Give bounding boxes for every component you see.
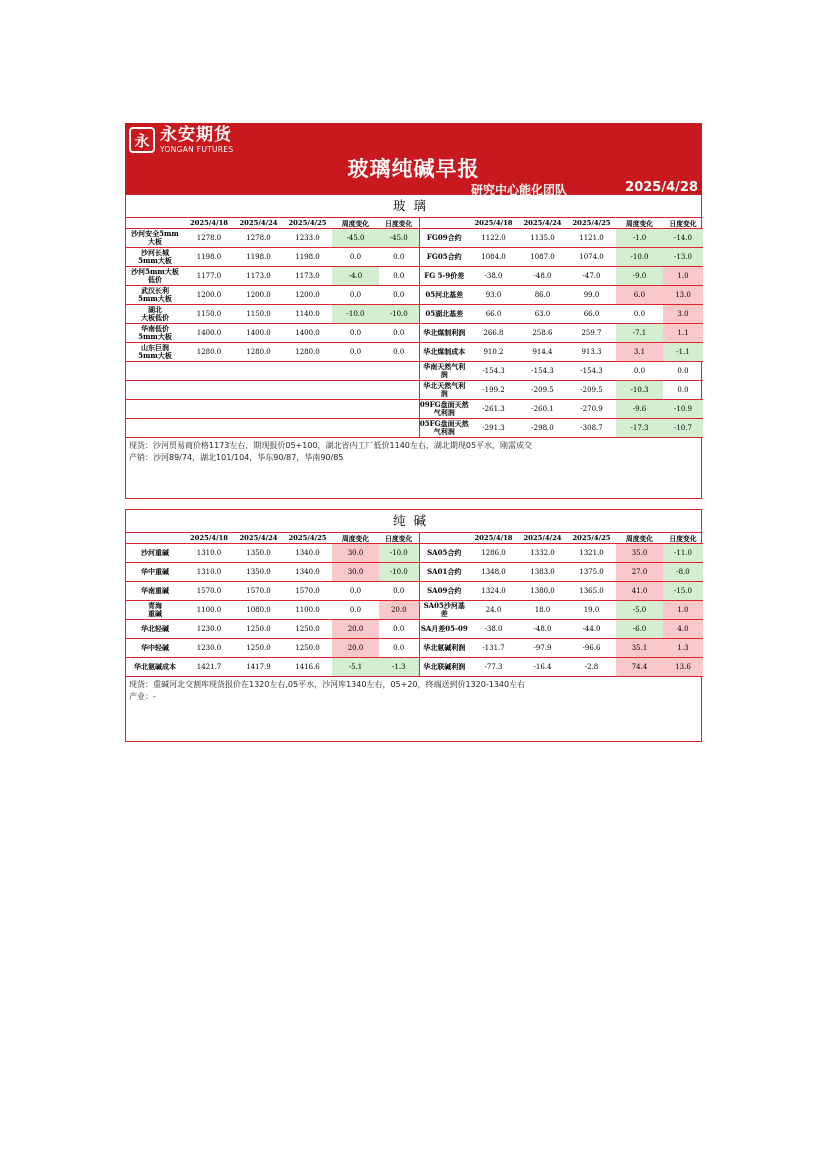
daily-change-cell: -10.0 [379,563,419,582]
column-header: 2025/4/24 [234,533,283,544]
price-cell: 1135.0 [518,229,567,248]
row-label: 05FG盘面天然 气利润 [419,418,469,436]
price-cell: -261.3 [469,400,518,419]
price-cell: 1570.0 [184,582,234,601]
column-header: 2025/4/18 [184,218,234,229]
price-cell: 1570.0 [234,582,283,601]
price-cell: 1198.0 [234,248,283,267]
price-cell: 1200.0 [184,286,234,305]
daily-change-cell: 1.0 [663,601,703,620]
price-cell: 86.0 [518,286,567,305]
price-cell: -291.3 [469,419,518,438]
column-header: 2025/4/24 [518,218,567,229]
report-title: 玻璃纯碱早报 [347,157,480,181]
price-cell: 1177.0 [184,267,234,286]
column-header: 日度变化 [663,218,703,229]
table-row [126,267,703,286]
price-cell: 66.0 [469,305,518,324]
row-label: 华中重碱 [126,563,184,582]
column-header: 周度变化 [332,533,379,544]
row-label: 华南重碱 [126,582,184,601]
column-header-row [126,218,703,229]
price-cell: 1321.0 [567,544,616,563]
empty-cell [126,381,419,400]
price-cell: 1365.0 [567,582,616,601]
price-cell: -96.6 [567,639,616,658]
price-cell: 1278.0 [184,229,234,248]
row-label: 青海 重碱 [126,601,184,620]
row-label: FG 5-9价差 [419,267,469,286]
glass-sales-note: 产销：沙河89/74，湖北101/104，华东90/87，华南90/85 [129,452,344,462]
price-cell: 1421.7 [184,658,234,677]
price-cell: 1278.0 [234,229,283,248]
soda-price-table [126,533,703,677]
soda-section [125,509,702,742]
row-label: 华北煤制成本 [419,343,469,362]
price-cell: 910.2 [469,343,518,362]
price-cell: 1348.0 [469,563,518,582]
price-cell: 18.0 [518,601,567,620]
price-cell: 913.3 [567,343,616,362]
table-row [126,324,703,343]
price-cell: 1340.0 [283,563,332,582]
daily-change-cell: -13.0 [663,248,703,267]
row-label: FG09合约 [419,229,469,248]
price-cell: 1074.0 [567,248,616,267]
price-cell: 93.0 [469,286,518,305]
header-blank-cell [126,533,184,544]
column-header: 日度变化 [379,218,419,229]
row-label: 华中轻碱 [126,639,184,658]
weekly-change-cell: 3.1 [616,343,663,362]
price-cell: -38.0 [469,620,518,639]
price-cell: 1375.0 [567,563,616,582]
price-cell: -260.1 [518,400,567,419]
daily-change-cell: -1.3 [379,658,419,677]
price-cell: 1200.0 [283,286,332,305]
table-row [126,381,703,400]
daily-change-cell: 20.0 [379,601,419,620]
empty-cell [126,400,419,419]
row-label: 华北联碱利润 [419,658,469,677]
row-label: 华北氨碱利润 [419,639,469,658]
column-header-row [126,533,703,544]
weekly-change-cell: 6.0 [616,286,663,305]
price-cell: 1084.0 [469,248,518,267]
price-cell: 258.6 [518,324,567,343]
price-cell: -44.0 [567,620,616,639]
daily-change-cell: 13.0 [663,286,703,305]
daily-change-cell: -45.0 [379,229,419,248]
weekly-change-cell: 0.0 [332,343,379,362]
price-cell: -38.0 [469,267,518,286]
weekly-change-cell: 41.0 [616,582,663,601]
glass-price-table [126,218,703,438]
price-cell: -154.3 [567,362,616,381]
row-label: 09FG盘面天然 气利润 [419,399,469,417]
daily-change-cell: -14.0 [663,229,703,248]
daily-change-cell: 0.0 [379,267,419,286]
price-cell: 1310.0 [184,544,234,563]
row-label: 沙河长城 5mm大板 [126,248,184,267]
row-label: 华北煤制利润 [419,324,469,343]
price-cell: 1400.0 [283,324,332,343]
column-header: 2025/4/24 [234,218,283,229]
price-cell: -16.4 [518,658,567,677]
row-label: FG05合约 [419,248,469,267]
weekly-change-cell: -10.0 [332,305,379,324]
price-cell: -97.9 [518,639,567,658]
daily-change-cell: -15.0 [663,582,703,601]
price-cell: 1150.0 [234,305,283,324]
company-logo [129,127,233,154]
price-cell: 1324.0 [469,582,518,601]
price-cell: 1280.0 [283,343,332,362]
daily-change-cell: -10.0 [379,305,419,324]
price-cell: 1140.0 [283,305,332,324]
column-header: 2025/4/25 [567,533,616,544]
price-cell: -308.7 [567,419,616,438]
table-row [126,248,703,267]
price-cell: 1250.0 [283,620,332,639]
price-cell: 1230.0 [184,620,234,639]
price-cell: 24.0 [469,601,518,620]
price-cell: -48.0 [518,267,567,286]
price-cell: 1173.0 [283,267,332,286]
row-label: 华南低价 5mm大板 [126,324,184,343]
empty-cell [126,419,419,438]
table-row [126,601,703,620]
weekly-change-cell: 0.0 [332,324,379,343]
daily-change-cell: 1.0 [663,267,703,286]
price-cell: -199.2 [469,381,518,400]
price-cell: 1233.0 [283,229,332,248]
daily-change-cell: 0.0 [379,248,419,267]
weekly-change-cell: -5.0 [616,601,663,620]
daily-change-cell: 0.0 [379,639,419,658]
price-cell: 1570.0 [283,582,332,601]
daily-change-cell: 4.0 [663,620,703,639]
header-blank-cell [419,533,469,544]
weekly-change-cell: -9.0 [616,267,663,286]
daily-change-cell: 3.0 [663,305,703,324]
row-label: SA月差05-09 [419,620,469,639]
soda-notes [126,677,701,741]
table-row [126,582,703,601]
table-row [126,343,703,362]
row-label: SA05沙河基 差 [419,601,469,620]
price-cell: 1100.0 [283,601,332,620]
column-header: 2025/4/25 [283,218,332,229]
price-cell: 63.0 [518,305,567,324]
column-header: 周度变化 [332,218,379,229]
weekly-change-cell: -7.1 [616,324,663,343]
row-label: 华北氨碱成本 [126,658,184,677]
row-label: 武汉长利 5mm大板 [126,286,184,305]
table-row [126,362,703,381]
weekly-change-cell: -4.0 [332,267,379,286]
price-cell: 1198.0 [283,248,332,267]
price-cell: -47.0 [567,267,616,286]
price-cell: 1310.0 [184,563,234,582]
table-row [126,286,703,305]
price-cell: -209.5 [518,381,567,400]
column-header: 日度变化 [663,533,703,544]
row-label: 湖北 大板低价 [126,305,184,324]
glass-notes [126,438,701,498]
price-cell: 1250.0 [234,639,283,658]
weekly-change-cell: -17.3 [616,419,663,438]
weekly-change-cell: 20.0 [332,639,379,658]
column-header: 2025/4/25 [567,218,616,229]
weekly-change-cell: 30.0 [332,544,379,563]
price-cell: 1332.0 [518,544,567,563]
price-cell: 259.7 [567,324,616,343]
glass-spot-note: 现货：沙河贸易商价格1173左右，期现报价05+100，湖北省内工厂低价1140左右，湖北期现05平水，刚需成交 [129,441,533,450]
weekly-change-cell: 74.4 [616,658,663,677]
price-cell: 914.4 [518,343,567,362]
table-row [126,544,703,563]
daily-change-cell: -10.0 [379,544,419,563]
daily-change-cell: 0.0 [379,582,419,601]
price-cell: 19.0 [567,601,616,620]
logo-english-name: YONGAN FUTURES [160,145,234,154]
price-cell: 1280.0 [184,343,234,362]
soda-industry-note: 产业：- [129,691,156,701]
price-cell: 1122.0 [469,229,518,248]
daily-change-cell: -10.9 [663,400,703,419]
weekly-change-cell: 35.0 [616,544,663,563]
price-cell: 1121.0 [567,229,616,248]
weekly-change-cell: -6.0 [616,620,663,639]
row-label: 华北天然气利 润 [419,381,469,400]
table-row [126,305,703,324]
price-cell: -270.9 [567,400,616,419]
daily-change-cell: 0.0 [663,381,703,400]
price-cell: -77.3 [469,658,518,677]
weekly-change-cell: 0.0 [616,362,663,381]
weekly-change-cell: -10.3 [616,381,663,400]
price-cell: -2.8 [567,658,616,677]
row-label: 华北轻碱 [126,620,184,639]
price-cell: -48.0 [518,620,567,639]
soda-section-title: 纯碱 [126,510,701,533]
price-cell: 1400.0 [234,324,283,343]
price-cell: 1150.0 [184,305,234,324]
weekly-change-cell: -45.0 [332,229,379,248]
price-cell: -209.5 [567,381,616,400]
report-team: 研究中心能化团队 [471,183,568,197]
column-header: 日度变化 [379,533,419,544]
column-header: 周度变化 [616,218,663,229]
daily-change-cell: 0.0 [379,620,419,639]
column-header: 2025/4/18 [184,533,234,544]
logo-chinese-name: 永安期货 [160,125,232,145]
price-cell: 1080.0 [234,601,283,620]
row-label: 05河北基差 [419,286,469,305]
price-cell: -298.0 [518,419,567,438]
table-row [126,563,703,582]
empty-cell [126,362,419,381]
daily-change-cell: -10.7 [663,419,703,438]
row-label: SA05合约 [419,544,469,563]
price-cell: 1280.0 [234,343,283,362]
price-cell: 1200.0 [234,286,283,305]
weekly-change-cell: 0.0 [332,601,379,620]
weekly-change-cell: -1.0 [616,229,663,248]
price-cell: 1173.0 [234,267,283,286]
daily-change-cell: -11.0 [663,544,703,563]
price-cell: 266.8 [469,324,518,343]
weekly-change-cell: 20.0 [332,620,379,639]
row-label: 沙河5mm大板 低价 [126,267,184,286]
soda-spot-note: 现货：重碱河北交割库现货报价在1320左右,05平水，沙河库1340左右，05+20，终端送到价1320-1340左右 [129,680,526,689]
price-cell: 1250.0 [234,620,283,639]
daily-change-cell: 0.0 [379,286,419,305]
row-label: 山东巨润 5mm大板 [126,343,184,362]
report-date: 2025/4/28 [625,180,698,195]
price-cell: 1417.9 [234,658,283,677]
row-label: 沙河重碱 [126,544,184,563]
price-cell: 1230.0 [184,639,234,658]
row-label: SA01合约 [419,563,469,582]
price-cell: -154.3 [469,362,518,381]
table-row [126,419,703,438]
column-header: 2025/4/25 [283,533,332,544]
logo-mark-icon: 永 [129,127,155,153]
price-cell: 1198.0 [184,248,234,267]
price-cell: 1400.0 [184,324,234,343]
row-label: 华南天然气利 润 [419,362,469,381]
weekly-change-cell: 27.0 [616,563,663,582]
price-cell: 99.0 [567,286,616,305]
table-row [126,229,703,248]
glass-section-title: 玻璃 [126,195,701,218]
weekly-change-cell: 0.0 [332,582,379,601]
price-cell: 1380.0 [518,582,567,601]
daily-change-cell: 0.0 [663,362,703,381]
price-cell: 66.0 [567,305,616,324]
header-banner [125,123,702,195]
table-row [126,639,703,658]
daily-change-cell: 0.0 [379,324,419,343]
price-cell: -131.7 [469,639,518,658]
row-label: 沙河安全5mm 大板 [126,229,184,248]
row-label: 05湖北基差 [419,305,469,324]
weekly-change-cell: 35.1 [616,639,663,658]
price-cell: 1250.0 [283,639,332,658]
column-header: 2025/4/18 [469,218,518,229]
glass-section [125,195,702,499]
table-row [126,400,703,419]
table-row [126,658,703,677]
daily-change-cell: -1.1 [663,343,703,362]
price-cell: 1350.0 [234,563,283,582]
weekly-change-cell: -9.6 [616,400,663,419]
weekly-change-cell: -10.0 [616,248,663,267]
price-cell: 1340.0 [283,544,332,563]
daily-change-cell: 1.1 [663,324,703,343]
row-label: SA09合约 [419,582,469,601]
weekly-change-cell: 0.0 [332,286,379,305]
table-row [126,620,703,639]
price-cell: 1286.0 [469,544,518,563]
price-cell: -154.3 [518,362,567,381]
price-cell: 1416.6 [283,658,332,677]
report [125,123,702,742]
weekly-change-cell: 30.0 [332,563,379,582]
price-cell: 1100.0 [184,601,234,620]
weekly-change-cell: 0.0 [616,305,663,324]
weekly-change-cell: -5.1 [332,658,379,677]
column-header: 周度变化 [616,533,663,544]
column-header: 2025/4/24 [518,533,567,544]
price-cell: 1350.0 [234,544,283,563]
price-cell: 1383.0 [518,563,567,582]
price-cell: 1087.0 [518,248,567,267]
column-header: 2025/4/18 [469,533,518,544]
daily-change-cell: 13.6 [663,658,703,677]
weekly-change-cell: 0.0 [332,248,379,267]
header-blank-cell [419,218,469,229]
daily-change-cell: 0.0 [379,343,419,362]
daily-change-cell: -8.0 [663,563,703,582]
daily-change-cell: 1.3 [663,639,703,658]
header-blank-cell [126,218,184,229]
